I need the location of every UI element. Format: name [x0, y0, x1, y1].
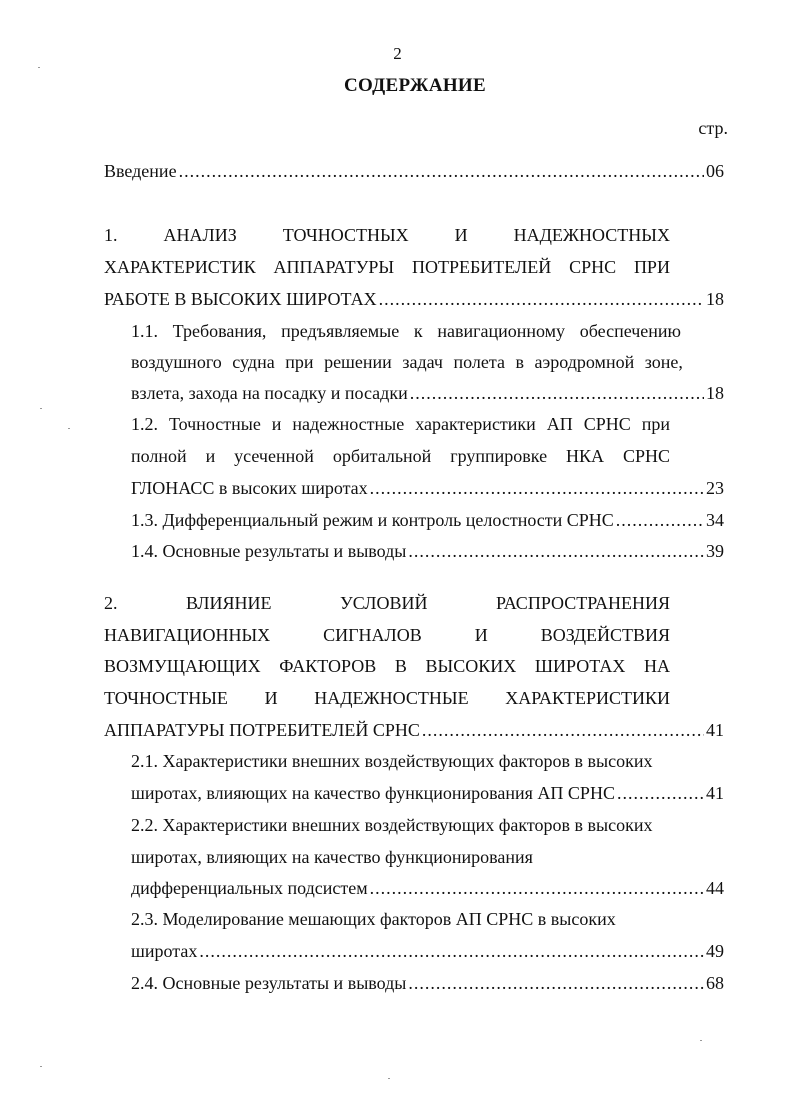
toc-entry-title: широтах, влияющих на качество функционирования АП СРНС	[131, 783, 615, 803]
word: ТОЧНОСТНЫХ	[282, 225, 409, 245]
page-title: СОДЕРЖАНИЕ	[344, 75, 486, 96]
toc-entry-2-2-line-3[interactable]	[131, 873, 724, 903]
word: навигационному	[437, 321, 566, 341]
word: аэродромной	[534, 352, 635, 372]
toc-page-number: 39	[706, 541, 724, 561]
word: АНАЛИЗ	[163, 225, 237, 245]
toc-entry-title: АППАРАТУРЫ ПОТРЕБИТЕЛЕЙ СРНС	[104, 720, 420, 740]
word: 1.1.	[131, 321, 158, 341]
word: ХАРАКТЕРИСТИКИ	[505, 688, 670, 708]
dot-leader	[199, 936, 704, 966]
word: НА	[643, 656, 670, 676]
toc-entry-intro[interactable]	[104, 156, 724, 186]
word: к	[413, 321, 423, 341]
word: и	[205, 446, 216, 466]
word: судна	[232, 352, 275, 372]
toc-entry-title: РАБОТЕ В ВЫСОКИХ ШИРОТАХ	[104, 289, 377, 309]
dot-leader	[408, 968, 704, 998]
word: АППАРАТУРЫ	[273, 257, 395, 277]
word: В	[394, 656, 407, 676]
word: полной	[131, 446, 187, 466]
toc-section-1-line-2	[104, 252, 670, 282]
word: Точностные	[168, 414, 261, 434]
word: задач	[402, 352, 443, 372]
word: И	[264, 688, 278, 708]
word: группировке	[450, 446, 548, 466]
toc-entry-1-1-line-3[interactable]	[131, 378, 724, 408]
word: воздушного	[131, 352, 222, 372]
toc-entry-2-4[interactable]	[131, 968, 724, 998]
dot-leader	[179, 156, 704, 186]
word: орбитальной	[332, 446, 432, 466]
word: ХАРАКТЕРИСТИК	[104, 257, 256, 277]
word: обеспечению	[579, 321, 681, 341]
toc-entry-title: ГЛОНАСС в высоких широтах	[131, 478, 368, 498]
word: НАДЕЖНОСТНЫХ	[513, 225, 670, 245]
toc-entry-2-2-line-1: 2.2. Характеристики внешних воздействующих факторов в высоких	[131, 815, 653, 835]
word: УСЛОВИЙ	[340, 593, 428, 613]
word: усеченной	[234, 446, 314, 466]
toc-entry-1-2-line-3[interactable]	[131, 473, 724, 503]
dot-leader	[410, 378, 704, 408]
word: РАСПРОСТРАНЕНИЯ	[496, 593, 670, 613]
word: Требования,	[172, 321, 267, 341]
word: ВЫСОКИХ	[425, 656, 517, 676]
word: СРНС	[583, 414, 631, 434]
toc-entry-2-1-line-2[interactable]	[131, 778, 724, 808]
toc-page-number: 44	[706, 878, 724, 898]
word: ПРИ	[633, 257, 670, 277]
toc-entry-1-3[interactable]	[131, 505, 724, 535]
toc-page-number: 49	[706, 941, 724, 961]
word: ВЛИЯНИЕ	[185, 593, 272, 613]
dot-leader	[616, 505, 704, 535]
toc-section-2-line-3	[104, 651, 670, 681]
dot-leader	[422, 715, 704, 745]
toc-page-number: 18	[706, 289, 724, 309]
toc-entry-2-2-line-2: широтах, влияющих на качество функционирования	[131, 847, 533, 867]
word: НКА	[566, 446, 605, 466]
toc-page-number: 06	[706, 161, 724, 181]
toc-entry-1-1-line-2	[131, 347, 683, 377]
toc-section-1-line-3[interactable]	[104, 284, 724, 314]
word: 1.	[104, 225, 118, 245]
dot-leader	[408, 536, 704, 566]
word: зоне,	[644, 352, 683, 372]
scan-speck	[700, 1040, 702, 1041]
scan-speck	[40, 408, 42, 409]
toc-page-number: 18	[706, 383, 724, 403]
word: решении	[324, 352, 392, 372]
scan-speck	[68, 428, 70, 429]
toc-entry-2-3-line-1: 2.3. Моделирование мешающих факторов АП СРНС в высоких	[131, 909, 616, 929]
word: 2.	[104, 593, 118, 613]
word: ПОТРЕБИТЕЛЕЙ	[411, 257, 552, 277]
toc-section-2-line-1	[104, 588, 670, 618]
dot-leader	[370, 473, 704, 503]
toc-section-2-line-4	[104, 683, 670, 713]
toc-page-number: 41	[706, 720, 724, 740]
word: 1.2.	[131, 414, 158, 434]
word: ВОЗМУЩАЮЩИХ	[104, 656, 261, 676]
toc-page-number: 34	[706, 510, 724, 530]
toc-entry-title: дифференциальных подсистем	[131, 878, 368, 898]
word: И	[474, 625, 488, 645]
word: надежностные	[292, 414, 405, 434]
toc-page-number: 68	[706, 973, 724, 993]
scan-speck	[38, 67, 40, 68]
word: НАВИГАЦИОННЫХ	[104, 625, 271, 645]
scan-speck	[388, 1078, 390, 1079]
dot-leader	[379, 284, 704, 314]
dot-leader	[617, 778, 704, 808]
word: ШИРОТАХ	[534, 656, 626, 676]
toc-entry-title: взлета, захода на посадку и посадки	[131, 383, 408, 403]
page-column-label: стр.	[698, 118, 728, 138]
word: ВОЗДЕЙСТВИЯ	[540, 625, 670, 645]
word: предъявляемые	[281, 321, 400, 341]
toc-page-number: 23	[706, 478, 724, 498]
word: и	[271, 414, 282, 434]
word: АП	[546, 414, 573, 434]
toc-section-2-line-2	[104, 620, 670, 650]
toc-entry-1-4[interactable]	[131, 536, 724, 566]
toc-section-1-line-1	[104, 220, 670, 250]
toc-entry-1-2-line-2	[131, 441, 670, 471]
page-number: 2	[393, 44, 402, 63]
word: НАДЕЖНОСТНЫЕ	[314, 688, 469, 708]
word: СИГНАЛОВ	[323, 625, 422, 645]
toc-entry-1-1-line-1	[131, 316, 681, 346]
toc-entry-2-1-line-1: 2.1. Характеристики внешних воздействующих факторов в высоких	[131, 751, 653, 771]
word: ТОЧНОСТНЫЕ	[104, 688, 228, 708]
toc-entry-title: 2.4. Основные результаты и выводы	[131, 973, 407, 993]
toc-entry-title: 1.4. Основные результаты и выводы	[131, 541, 407, 561]
scan-speck	[40, 1066, 42, 1067]
toc-entry-title: Введение	[104, 161, 177, 181]
word: в	[515, 352, 524, 372]
word: СРНС	[622, 446, 670, 466]
toc-entry-2-3-line-2[interactable]	[131, 936, 724, 966]
toc-entry-title: широтах	[131, 941, 198, 961]
toc-section-2-line-5[interactable]	[104, 715, 724, 745]
toc-page-number: 41	[706, 783, 724, 803]
dot-leader	[370, 873, 704, 903]
word: СРНС	[569, 257, 617, 277]
word: ФАКТОРОВ	[279, 656, 377, 676]
word: И	[454, 225, 468, 245]
word: при	[285, 352, 314, 372]
word: полета	[453, 352, 505, 372]
toc-entry-1-2-line-1	[131, 409, 670, 439]
word: характеристики	[415, 414, 536, 434]
toc-entry-title: 1.3. Дифференциальный режим и контроль целостности СРНС	[131, 510, 614, 530]
word: при	[641, 414, 670, 434]
